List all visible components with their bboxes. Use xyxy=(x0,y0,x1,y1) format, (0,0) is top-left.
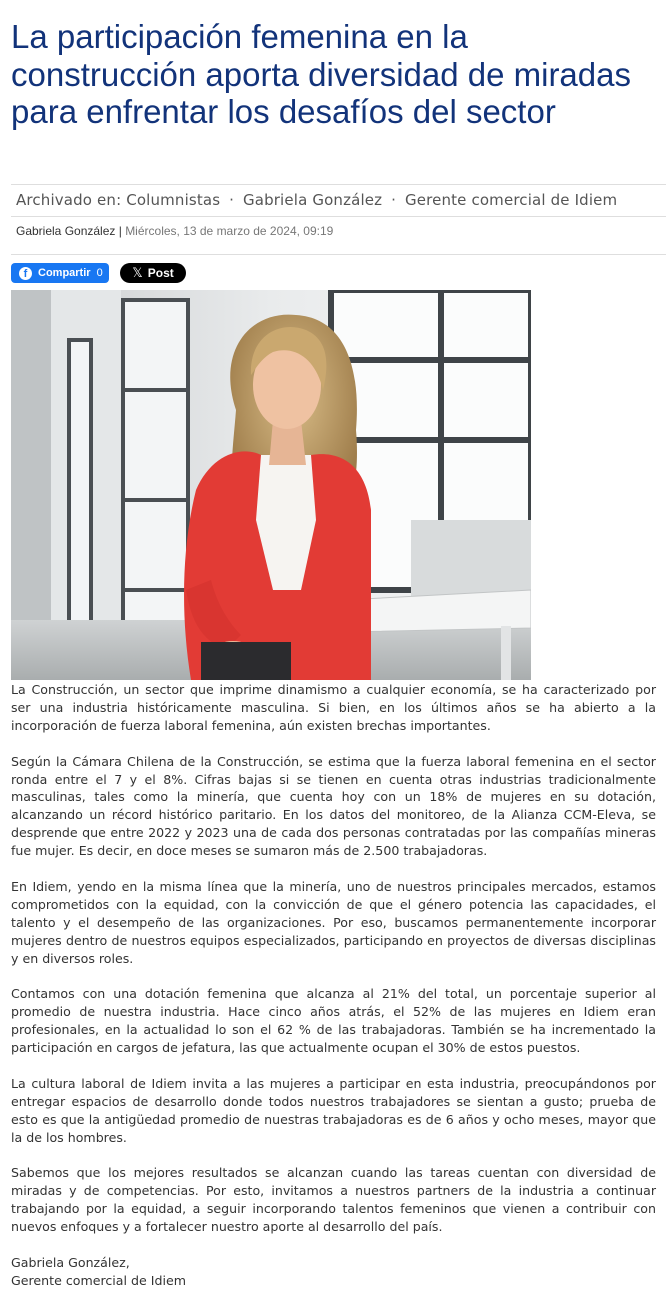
x-post-button[interactable] xyxy=(120,263,186,283)
article-body xyxy=(11,681,656,1290)
publish-date: Miércoles, 13 de marzo de 2024, 09:19 xyxy=(125,224,334,238)
separator: · xyxy=(391,191,397,209)
archived-in-breadcrumb xyxy=(16,191,617,209)
archived-label: Archivado en: xyxy=(16,191,122,209)
facebook-icon: f xyxy=(19,267,32,280)
paragraph: Según la Cámara Chilena de la Construcción, se estima que la fuerza laboral femenina en el sector ronda entre el 7 y el 8%. Cifras bajas si se tienen en cuenta otras industrias tradicionalmente masculinas, tales como la minería, que cuenta hoy con un 18% de mujeres en su dotación, alcanzando un récord histórico paritario. En los datos del monitoreo, de la Alianza CCM-Eleva, se desprende que entre 2022 y 2023 una de cada dos personas contratadas por las compañías mineras fue mujer. Es decir, en doce meses se sumaron más de 2.500 trabajadoras. xyxy=(11,753,656,859)
x-logo-icon: 𝕏 xyxy=(132,265,143,280)
x-post-label: Post xyxy=(147,266,174,280)
divider-top xyxy=(11,184,666,185)
paragraph: Contamos con una dotación femenina que alcanza al 21% del total, un porcentaje superior al promedio de nuestra industria. Hace cinco años atrás, el 52% de las mujeres en Idiem eran profesionales, en la actualidad lo son el 62 % de las trabajadoras. También se ha incrementado la participación en cargos de jefatura, las que actualmente ocupan el 30% de estos puestos. xyxy=(11,986,656,1056)
byline xyxy=(16,224,333,238)
signature-role: Gerente comercial de Idiem xyxy=(11,1272,186,1288)
category-link-author[interactable]: Gabriela González xyxy=(242,191,383,209)
facebook-share-label: Compartir xyxy=(38,267,91,279)
paragraph: Sabemos que los mejores resultados se alcanzan cuando las tareas cuentan con diversidad de miradas y de competencias. Por esto, invitamos a nuestros partners de la industria a continuar trabajando por la equidad, a seguir incorporando talentos femeninos que vienen a contribuir con nuevos enfoques y a fortalecer nuestro aporte al desarrollo del país. xyxy=(11,1165,656,1235)
author-name: Gabriela González xyxy=(16,224,116,238)
byline-separator: | xyxy=(118,224,126,238)
article-title: La participación femenina en la construcción aporta diversidad de miradas para enfrentar los desafíos del sector xyxy=(11,18,631,130)
category-link-role[interactable]: Gerente comercial de Idiem xyxy=(404,191,618,209)
divider-bottom xyxy=(11,254,666,255)
paragraph: La cultura laboral de Idiem invita a las mujeres a participar en esta industria, preocupándonos por entregar espacios de desarrollo donde todos nuestros trabajadores se sientan a gusto; prueba de esto es que la antigüedad promedio de nuestras trabajadoras es de 6 años y ocho meses, mayor que la de los hombres. xyxy=(11,1075,656,1145)
signature-name: Gabriela González, xyxy=(11,1254,130,1270)
paragraph: La Construcción, un sector que imprime dinamismo a cualquier economía, se ha caracterizado por ser una industria históricamente masculina. Si bien, en los últimos años se ha abierto a la incorporación de fuerza laboral femenina, aún existen brechas importantes. xyxy=(11,682,656,733)
paragraph: En Idiem, yendo en la misma línea que la minería, uno de nuestros principales mercados, estamos comprometidos con la equidad, con la convicción de que el género potencia las capacidades, el talento y el desempeño de las organizaciones. Por eso, buscamos permanentemente incorporar mujeres dentro de nuestros equipos especializados, participando en proyectos de diversas disciplinas y en diversos roles. xyxy=(11,878,656,966)
separator: · xyxy=(229,191,235,209)
facebook-share-button[interactable] xyxy=(11,263,109,283)
article-photo xyxy=(11,290,531,680)
category-link-columnistas[interactable]: Columnistas xyxy=(126,191,221,209)
divider-middle xyxy=(11,216,666,217)
facebook-share-count: 0 xyxy=(96,267,103,279)
